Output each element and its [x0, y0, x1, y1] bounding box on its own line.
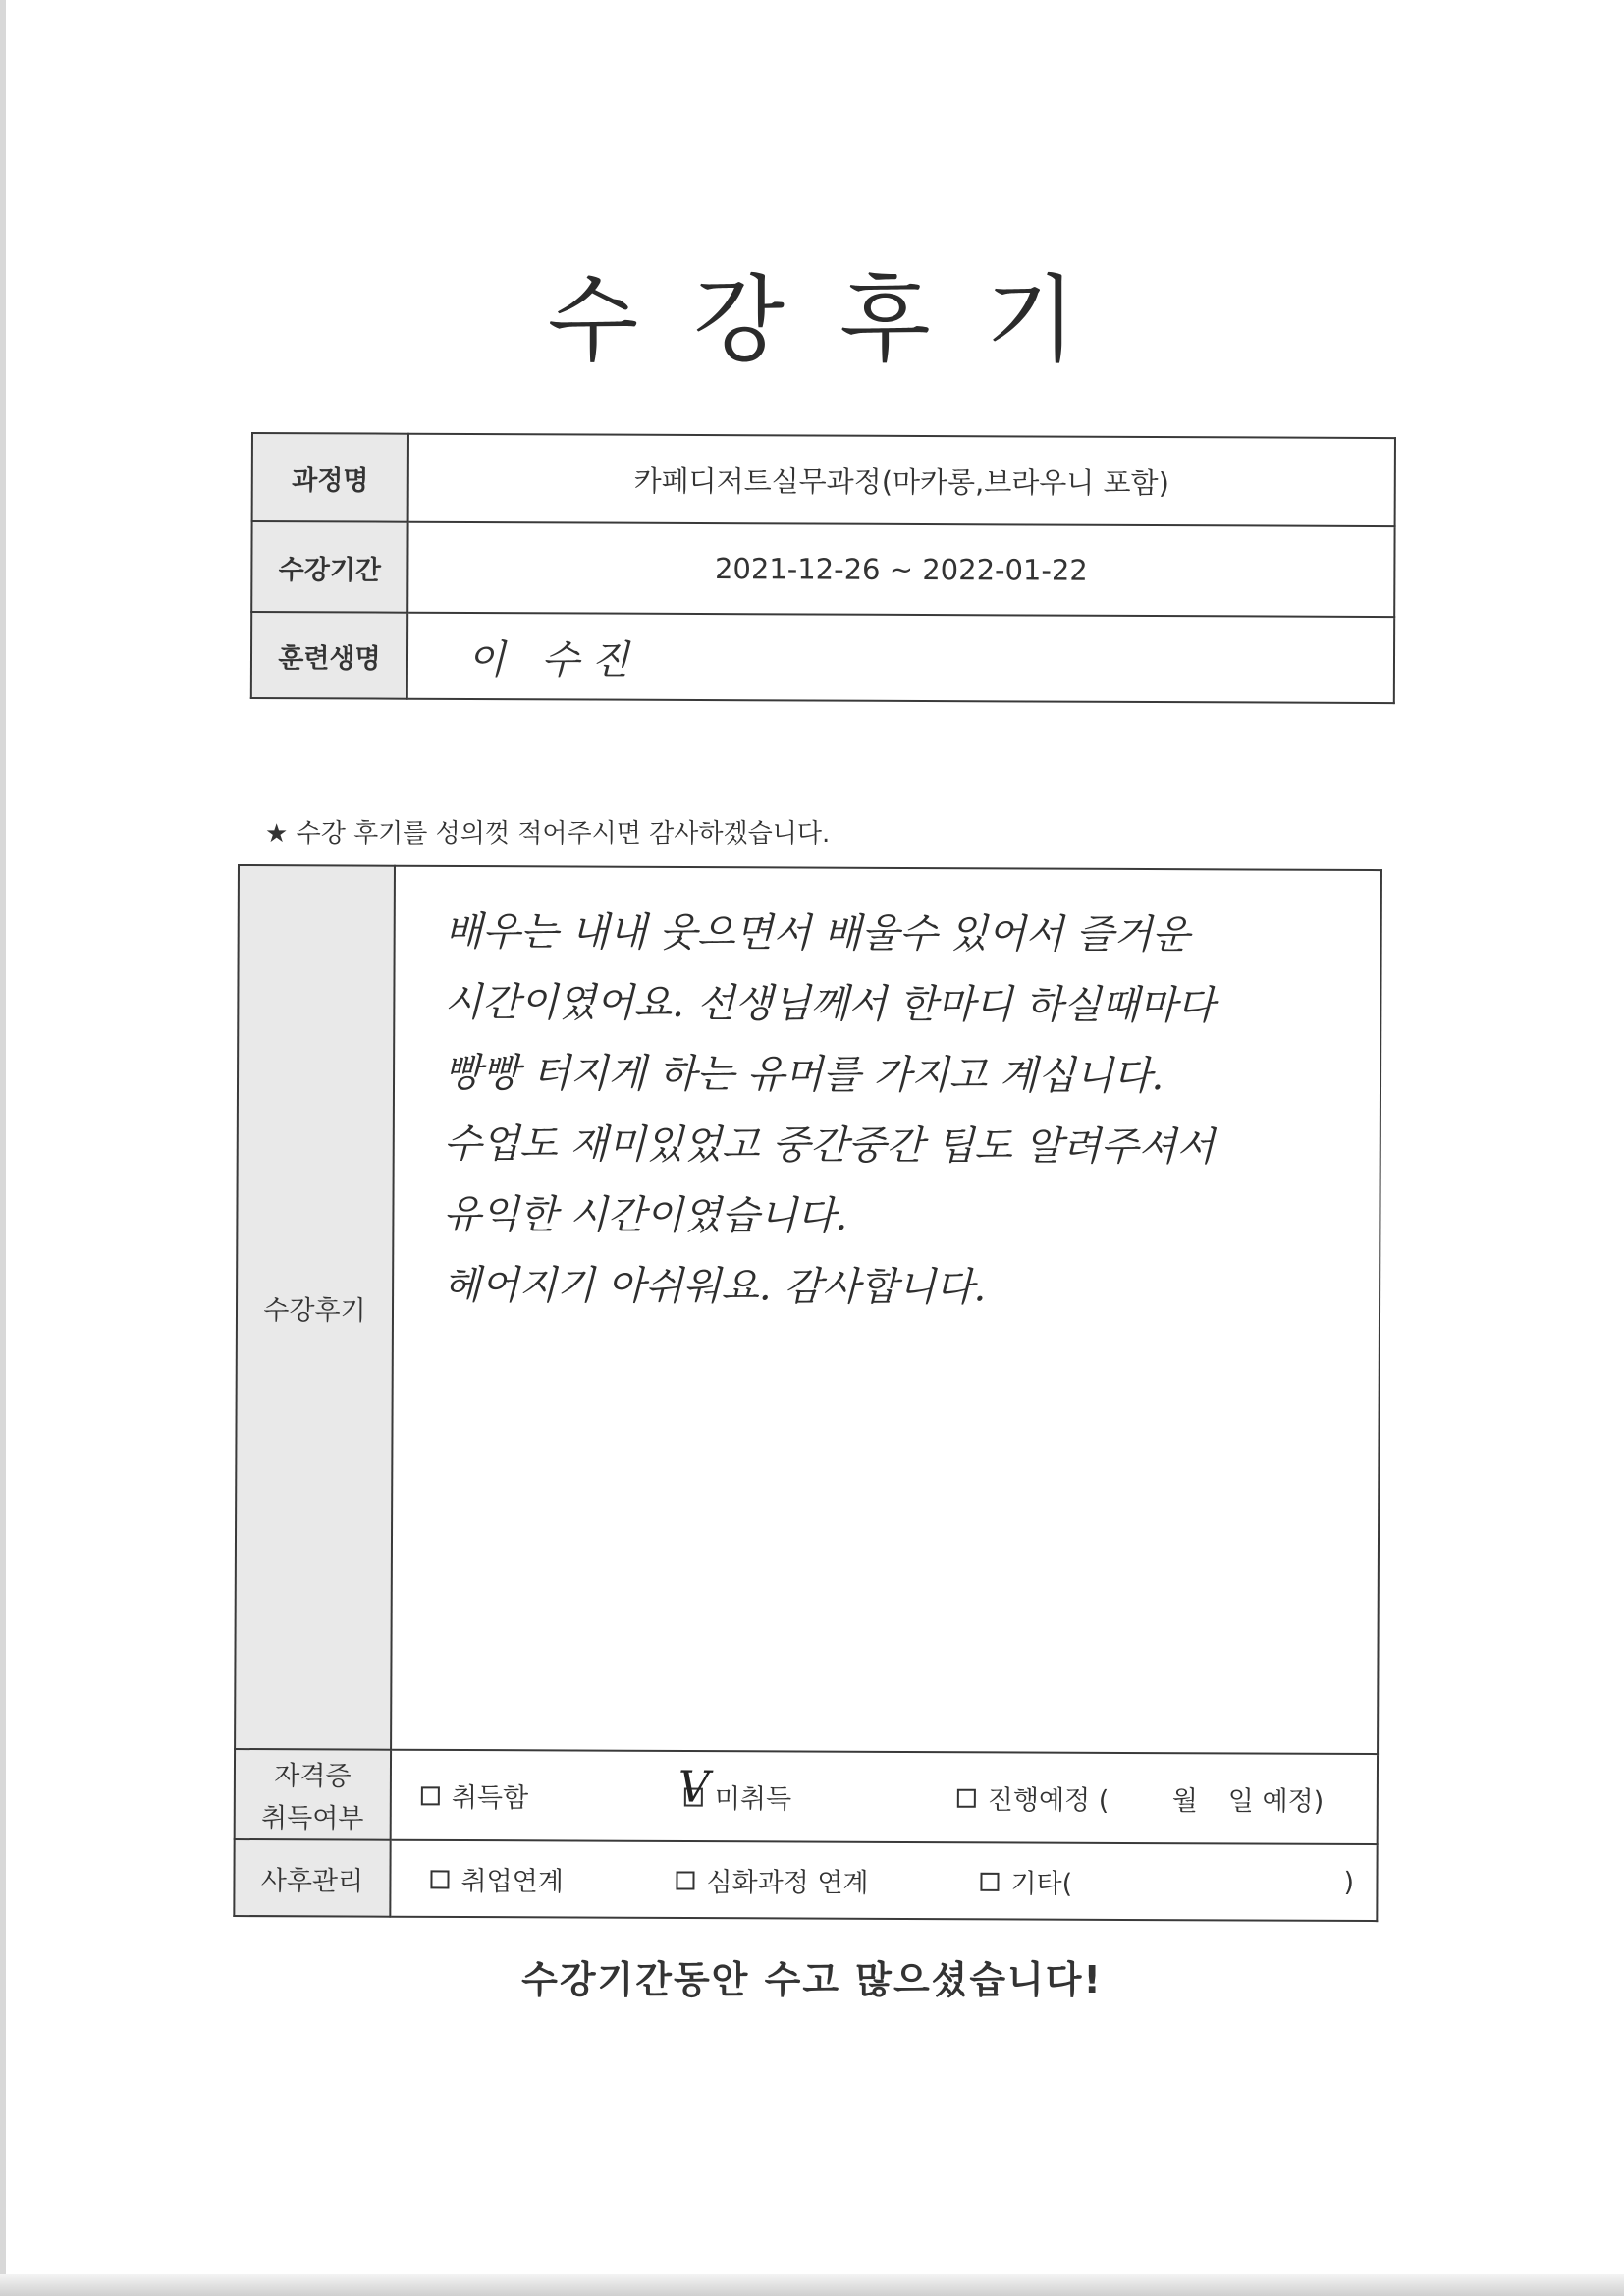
certification-label-line1: 자격증 — [274, 1761, 352, 1792]
option-other[interactable] — [980, 1862, 1072, 1900]
handwritten-check-mark: V — [677, 1762, 710, 1813]
closing-message: 수강기간동안 수고 많으셨습니다! — [521, 1958, 1103, 2001]
checkbox-icon[interactable] — [676, 1871, 694, 1889]
review-line: 배우는 내내 웃으면서 배울수 있어서 즐거운 — [444, 908, 1190, 958]
period-value: 2021-12-26 ~ 2022-01-22 — [407, 522, 1394, 617]
trainee-label: 훈련생명 — [251, 612, 407, 699]
review-label: 수강후기 — [235, 865, 395, 1750]
aftercare-row — [234, 1839, 1377, 1921]
other-close-paren: ) — [1343, 1867, 1355, 1898]
certification-label — [235, 1749, 391, 1840]
option-job-link-label: 취업연계 — [460, 1866, 564, 1897]
trainee-name-handwritten: 이 수진 — [407, 613, 1394, 703]
option-job-link[interactable] — [430, 1859, 563, 1898]
course-row — [252, 433, 1395, 526]
aftercare-options — [390, 1840, 1377, 1921]
scan-bottom-shadow — [0, 2274, 1624, 2296]
page-title: 수강후기 — [547, 265, 1132, 375]
review-table — [233, 864, 1382, 1922]
checkbox-icon[interactable] — [421, 1786, 440, 1805]
option-acquired[interactable] — [421, 1776, 528, 1814]
option-not-acquired-label: 미취득 — [714, 1783, 792, 1815]
checkbox-icon[interactable] — [957, 1789, 976, 1808]
certification-row — [235, 1749, 1378, 1844]
option-in-progress[interactable] — [957, 1778, 1110, 1818]
review-line: 빵빵 터지게 하는 유머를 가지고 계십니다. — [443, 1050, 1164, 1100]
review-line: 시간이였어요. 선생님께서 한마디 하실때마다 — [444, 979, 1216, 1029]
option-advanced-course-label: 심화과정 연계 — [706, 1867, 869, 1899]
review-line: 수업도 재미있었고 중간중간 팁도 알려주셔서 — [443, 1121, 1215, 1171]
option-in-progress-label: 진행예정 ( — [987, 1784, 1110, 1817]
option-advanced-course[interactable] — [676, 1860, 868, 1899]
option-acquired-label: 취득함 — [451, 1782, 529, 1814]
month-label: 월 — [1171, 1785, 1199, 1817]
review-line: 헤어지기 아쉬워요. 감사합니다. — [443, 1262, 987, 1311]
checkbox-icon[interactable] — [980, 1873, 999, 1891]
review-text-area — [391, 866, 1381, 1754]
option-other-label: 기타( — [1010, 1868, 1073, 1900]
certification-label-line2: 취득여부 — [261, 1803, 364, 1834]
period-row — [251, 521, 1394, 617]
notice-text: ★ 수강 후기를 성의껏 적어주시면 감사하겠습니다. — [265, 819, 831, 848]
review-row — [235, 865, 1381, 1754]
trainee-row — [251, 612, 1394, 703]
aftercare-label: 사후관리 — [234, 1839, 390, 1917]
checkbox-icon[interactable] — [430, 1870, 449, 1888]
course-label: 과정명 — [252, 433, 408, 522]
period-label: 수강기간 — [251, 521, 407, 613]
review-line: 유익한 시간이였습니다. — [443, 1191, 848, 1239]
course-info-table — [250, 432, 1396, 704]
course-value: 카페디저트실무과정(마카롱,브라우니 포함) — [408, 434, 1395, 526]
certification-options — [391, 1750, 1378, 1844]
day-scheduled-label: 일 예정) — [1227, 1785, 1325, 1818]
option-not-acquired[interactable] — [677, 1762, 792, 1815]
